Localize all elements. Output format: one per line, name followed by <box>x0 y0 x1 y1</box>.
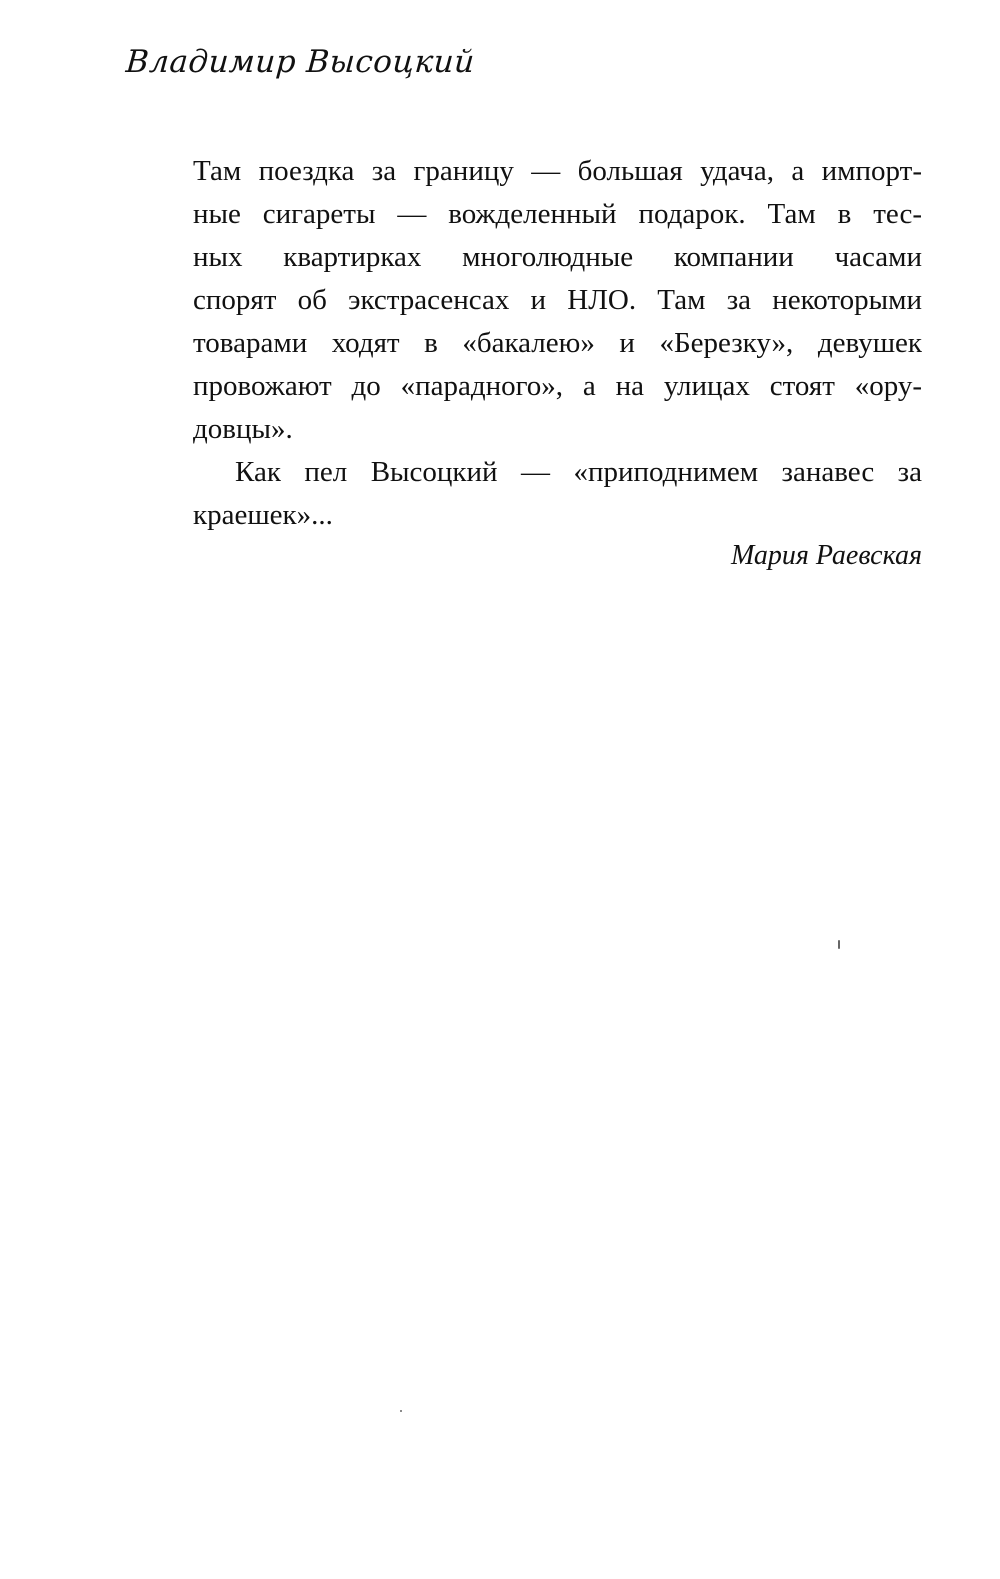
scan-speck <box>400 1410 402 1412</box>
text-line: спорят об экстрасенсах и НЛО. Там за некоторыми <box>193 284 922 316</box>
author-signature: Мария Раевская <box>730 540 922 571</box>
text-line: ные сигареты — вожделенный подарок. Там в тес- <box>193 198 922 230</box>
scan-speck <box>838 940 840 949</box>
text-line: довцы». <box>193 413 293 445</box>
text-line: провожают до «парадного», а на улицах стоят «ору- <box>193 370 922 402</box>
running-head: Владимир Высоцкий <box>124 44 476 80</box>
paragraph-1 <box>193 150 922 451</box>
body-text <box>193 150 922 537</box>
text-line: Как пел Высоцкий — «приподнимем занавес за <box>235 456 922 488</box>
paragraph-2 <box>193 451 922 537</box>
text-line: товарами ходят в «бакалею» и «Березку», девушек <box>193 327 922 359</box>
text-line: Там поездка за границу — большая удача, а импорт- <box>193 155 922 187</box>
text-line: краешек»... <box>193 499 333 531</box>
text-line: ных квартирках многолюдные компании часами <box>193 241 922 273</box>
